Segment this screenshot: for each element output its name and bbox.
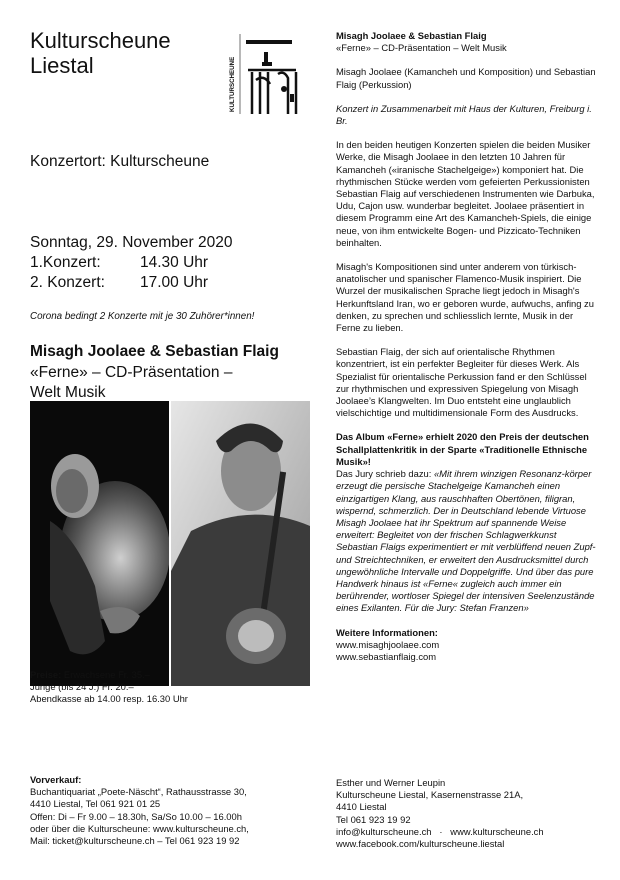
concert-label: 1.Konzert: xyxy=(30,254,101,271)
contact-website[interactable]: www.kulturscheune.ch xyxy=(450,825,544,837)
contact-email-website xyxy=(336,826,598,838)
event-title: Misagh Joolaee & Sebastian Flaig xyxy=(30,343,279,360)
concert-row-1 xyxy=(30,253,233,273)
award-text: Das Album «Ferne» erhielt 2020 den Preis der deutschen Schallplattenkritik in der Sparte «Traditionelle Ethnische Musik»! xyxy=(336,431,589,467)
event-subtitle: «Ferne» – CD-Präsentation – Welt Musik xyxy=(30,364,233,401)
header-block xyxy=(336,30,598,54)
prices-label: Preise: xyxy=(30,669,62,680)
award-block xyxy=(336,431,598,614)
paragraph: Sebastian Flaig, der sich auf orientalische Rhythmen konzentriert, ist ein perfekter Begleiter für dieses Werk. Als Spezialist für orientalische Perkussion fand er den Schlüssel zur rhythmischen und expressiven Spiegelung von Misagh Joolaee’s Klangwelten. Im Duo entsteht eine unglaublich vielschichtige und multidimensionale Form des Ausdrucks. xyxy=(336,346,587,419)
right-column xyxy=(336,30,598,675)
logo-text: KULTURSCHEUNE xyxy=(229,56,236,112)
more-info xyxy=(336,627,598,664)
prices: Preise: Erwachsene Fr. 35.– Junge (bis 24 J.) Fr. 20.– Abendkasse ab 14.00 resp. 16.30 Uhr xyxy=(30,669,188,705)
concert-location: Konzertort: Kulturscheune xyxy=(30,153,210,170)
kulturscheune-logo xyxy=(226,34,316,114)
link-sebastian[interactable]: www.sebastianflaig.com xyxy=(336,650,437,662)
jury-quote: «Mit ihrem winzigen Resonanz-körper erzeugt die persische Stachelgeige Kamancheh einen einzigartigen Klang, aus rauschhaften Obertönen, filigran, wispernd, schmerzlich. Der in Deutschland lebende Virtuose Misagh Joolaee hat ihr Spektrum auf spannende Weise erweitert: Begleitet von der frischen Schlagwerkkunst Sebastian Flaigs experimentiert er mit verblüffend neuen Zupf- und Streichtechniken, er erweitert den Ausdrucksmittel durch ungewöhnliche Intervalle und Doppelgriffe. Und über das pure Handwerk hinaus ist «Ferne« zugleich auch immer ein berührender, wortloser Spiegel der intensiven Seelenzustände eines Exilanten. Für die Jury: Stefan Franzen» xyxy=(336,468,596,614)
cooperation-note: Konzert in Zusammenarbeit mit Haus der Kulturen, Freiburg i. Br. xyxy=(336,102,592,127)
photos xyxy=(30,401,310,686)
concert-label: 2. Konzert: xyxy=(30,274,105,291)
contact-block: Esther und Werner Leupin Kulturscheune Liestal, Kasernenstrasse 21A, 4410 Liestal Tel 061 923 19 92 info@kulturscheune.ch · www.kulturscheune.ch www.facebook.com/kulturscheune.liestal xyxy=(336,777,598,850)
concert-time: 17.00 Uhr xyxy=(140,274,209,291)
photo-misagh-joolaee xyxy=(30,401,169,686)
link-misagh[interactable]: www.misaghjoolaee.com xyxy=(336,638,440,650)
photo-sebastian-flaig xyxy=(171,401,310,686)
venue-name: Kulturscheune Liestal xyxy=(30,28,171,78)
presale: Vorverkauf: Buchantiquariat „Poete-Näscht“, Rathausstrasse 30, 4410 Liestal, Tel 061 921 01 25 Offen: Di – Fr 9.00 – 18.30h, Sa/So 10.00 – 16.00h oder über die Kulturscheune: www.kulturscheune.ch, Mail: ticket@kulturscheune.ch – Tel 061 923 19 92 xyxy=(30,774,320,847)
concert-row-2 xyxy=(30,273,233,293)
left-column xyxy=(30,28,320,847)
concert-time: 14.30 Uhr xyxy=(140,254,209,271)
corona-note: Corona bedingt 2 Konzerte mit je 30 Zuhörer*innen! xyxy=(30,311,255,322)
performers: Misagh Joolaee (Kamancheh und Komposition) und Sebastian Flaig (Perkussion) xyxy=(336,66,596,90)
more-info-label: Weitere Informationen: xyxy=(336,626,438,638)
separator: · xyxy=(439,825,443,837)
jury-intro: Das Jury schrieb dazu: xyxy=(336,468,434,480)
date-block xyxy=(30,233,233,293)
presale-label: Vorverkauf: xyxy=(30,774,82,785)
paragraph: In den beiden heutigen Konzerten spielen die beiden Musiker Werke, die Misagh Joolaee in den letzten 10 Jahren für Kamancheh («iranische Stachelgeige») komponiert hat. Die rhythmischen Stücke werden vom gefeierten Perkussionisten Sebastian Flaig auf verschiedenen Instrumenten wie Darbuka, Udu, Cajon usw. wunderbar begleitet. Joolaee präsentiert in diesem Programm eine Art des Kamancheh-Spiels, die einige neue, von ihm entwickelte Bogen- und Pizzicato-Techniken beinhalten. xyxy=(336,139,595,248)
paragraph: Misagh's Kompositionen sind unter anderem von türkisch-anatolischer und spanischer Flamenco-Musik inspiriert. Die Wurzel der musikalischen Sprache liegt jedoch in Misagh's Herkunftsland Iran, wo er geboren wurde, aufwuchs, anfing zu denken, zu sprechen und schliesslich lernte, Musik in der Ferne zu lieben. xyxy=(336,261,594,334)
header-title: Misagh Joolaee & Sebastian Flaig xyxy=(336,30,487,41)
contact-email[interactable]: info@kulturscheune.ch xyxy=(336,825,432,837)
concert-date: Sonntag, 29. November 2020 xyxy=(30,234,233,251)
contact-facebook[interactable]: www.facebook.com/kulturscheune.liestal xyxy=(336,838,505,850)
header-subtitle: «Ferne» – CD-Präsentation – Welt Musik xyxy=(336,42,507,54)
